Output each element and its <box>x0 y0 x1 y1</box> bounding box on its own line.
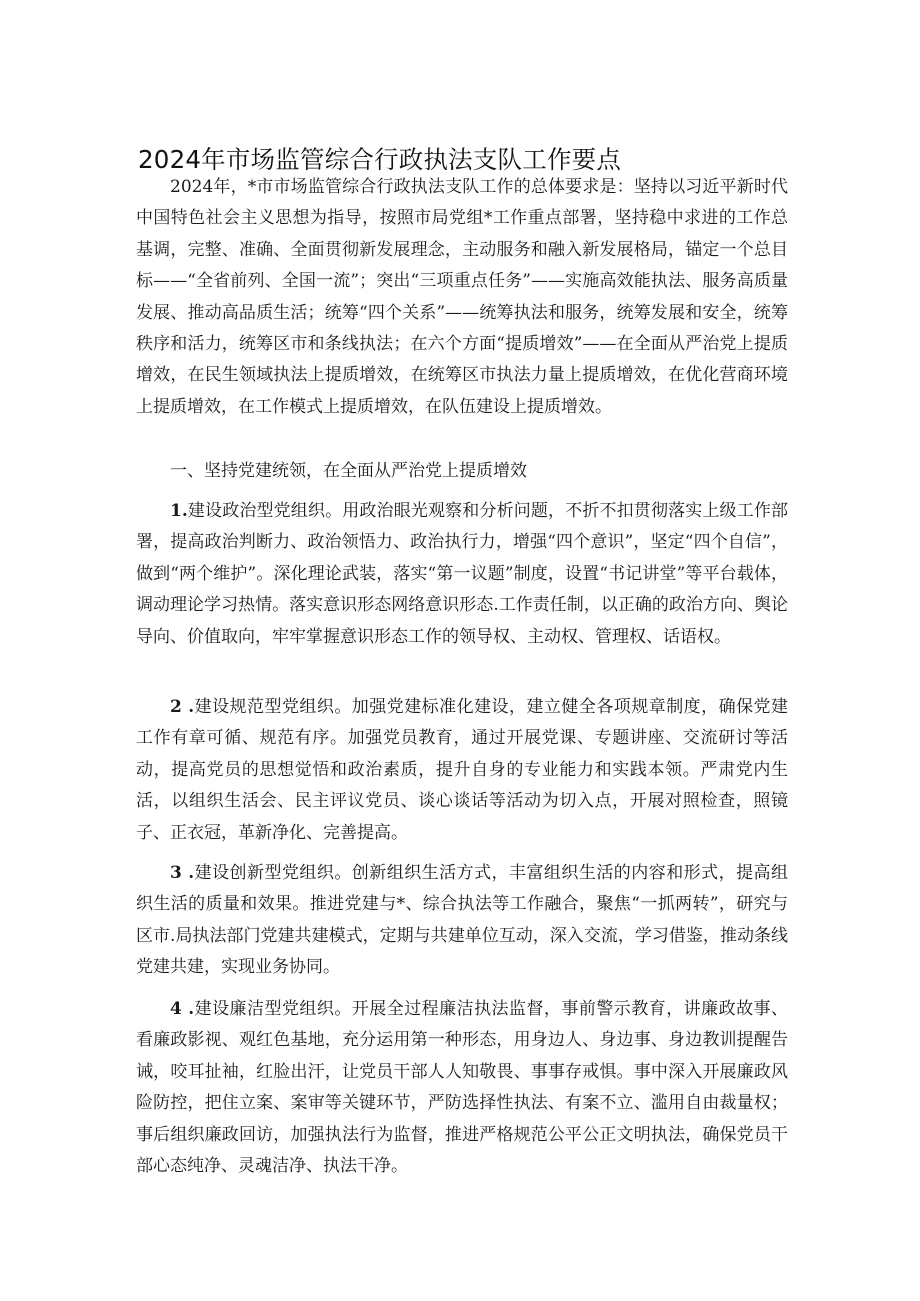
item-text: 建设廉洁型党组织。开展全过程廉洁执法监督，事前警示教育，讲廉政故事、看廉政影视、观红色基地，充分运用第一种形态，用身边人、身边事、身边教训提醒告诫，咬耳扯袖，红脸出汗，让党员干部人人知敬畏、事事存戒惧。事中深入开展廉政风险防控，把住立案、案审等关键环节，严防选择性执法、有案不立、滥用自由裁量权；事后组织廉政回访，加强执法行为监督，推进严格规范公平公正文明执法，确保党员干部心态纯净、灵魂洁净、执法干净。 <box>136 999 789 1177</box>
document-title: 2024年市场监管综合行政执法支队工作要点 <box>138 145 622 174</box>
intro-paragraph: 2024年，*市市场监管综合行政执法支队工作的总体要求是：坚持以习近平新时代中国特色社会主义思想为指导，按照市局党组*工作重点部署，坚持稳中求进的工作总基调，完整、准确、全面贯彻新发展理念，主动服务和融入新发展格局，锚定一个总目标——“全省前列、全国一流”；突出“三项重点任务”——实施高效能执法、服务高质量发展、推动高品质生活；统筹“四个关系”——统筹执法和服务，统筹发展和安全，统筹秩序和活力，统筹区市和条线执法；在六个方面“提质增效”——在全面从严治党上提质增效，在民生领域执法上提质增效，在统筹区市执法力量上提质增效，在优化营商环境上提质增效，在工作模式上提质增效，在队伍建设上提质增效。 <box>136 177 788 417</box>
list-item <box>136 692 788 849</box>
list-item <box>136 858 788 984</box>
item-number: 4 . <box>170 999 195 1019</box>
item-text: 建设政治型党组织。用政治眼光观察和分析问题，不折不扣贯彻落实上级工作部署，提高政治判断力、政治领悟力、政治执行力，增强“四个意识”，坚定“四个自信”，做到“两个维护”。深化理论武装，落实“第一议题”制度，设置“书记讲堂”等平台载体，调动理论学习热情。落实意识形态网络意识形态.工作责任制，以正确的政治方向、舆论导向、价值取向，牢牢掌握意识形态工作的领导权、主动权、管理权、话语权。 <box>136 501 788 647</box>
list-item <box>136 994 788 1182</box>
item-number: 2 . <box>170 697 195 717</box>
section-heading: 一、坚持党建统领，在全面从严治党上提质增效 <box>170 461 527 481</box>
item-number: 3 . <box>170 863 195 883</box>
list-item <box>136 496 788 653</box>
item-number: 1. <box>170 501 188 521</box>
item-text: 建设规范型党组织。加强党建标准化建设，建立健全各项规章制度，确保党建工作有章可循、规范有序。加强党员教育，通过开展党课、专题讲座、交流研讨等活动，提高党员的思想觉悟和政治素质，提升自身的专业能力和实践本领。严肃党内生活，以组织生活会、民主评议党员、谈心谈话等活动为切入点，开展对照检查，照镜子、正衣冠，革新净化、完善提高。 <box>136 697 789 843</box>
item-text: 建设创新型党组织。创新组织生活方式，丰富组织生活的内容和形式，提高组织生活的质量和效果。推进党建与*、综合执法等工作融合，聚焦“一抓两转”，研究与区市.局执法部门党建共建模式，定期与共建单位互动，深入交流，学习借鉴，推动条线党建共建，实现业务协同。 <box>136 863 789 978</box>
